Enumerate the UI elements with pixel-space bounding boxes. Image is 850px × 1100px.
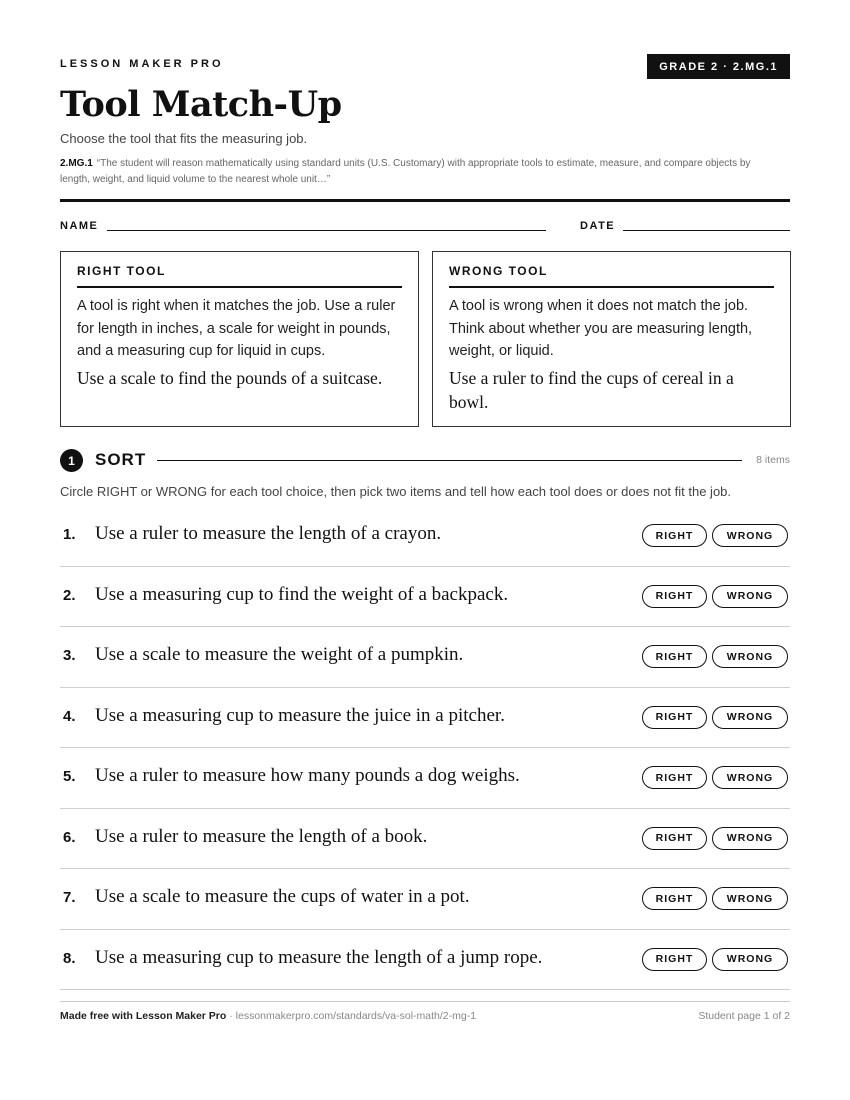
right-choice-button[interactable]: RIGHT bbox=[642, 524, 707, 547]
list-item bbox=[60, 567, 790, 628]
right-choice-button[interactable]: RIGHT bbox=[642, 887, 707, 910]
section-instructions: Circle RIGHT or WRONG for each tool choice, then pick two items and tell how each tool does or does not fit the job. bbox=[60, 484, 732, 499]
wrong-choice-button[interactable]: WRONG bbox=[712, 645, 788, 668]
right-tool-body: A tool is right when it matches the job. Use a ruler for length in inches, a scale for weight in pounds, and a measuring cup for liquid in cups. bbox=[77, 298, 396, 359]
date-field[interactable] bbox=[623, 230, 790, 231]
item-text: Use a scale to measure the cups of water in a pot. bbox=[95, 886, 470, 907]
item-text: Use a ruler to measure how many pounds a dog weighs. bbox=[95, 765, 520, 786]
section-title: SORT bbox=[95, 450, 147, 469]
item-text: Use a ruler to measure the length of a book. bbox=[95, 825, 428, 847]
section-number-badge: 1 bbox=[60, 449, 83, 472]
date-label: DATE bbox=[580, 220, 616, 232]
right-tool-box bbox=[60, 251, 419, 427]
wrong-choice-button[interactable]: WRONG bbox=[712, 706, 788, 729]
list-item bbox=[60, 688, 790, 749]
list-item bbox=[60, 930, 790, 991]
footer-made-by: Made free with Lesson Maker Pro bbox=[60, 1010, 227, 1022]
wrong-tool-body: A tool is wrong when it does not match the job. Think about whether you are measuring length, weight, or liquid. bbox=[449, 298, 753, 359]
item-text: Use a ruler to measure the length of a crayon. bbox=[95, 523, 442, 544]
item-number: 4. bbox=[63, 707, 76, 725]
header-divider bbox=[60, 199, 790, 202]
standard-code: 2.MG.1 bbox=[60, 158, 93, 169]
wrong-choice-button[interactable]: WRONG bbox=[712, 585, 788, 608]
standard-text: “The student will reason mathematically using standard units (U.S. Customary) with appropriate tools to estimate, measure, and compare objects by length, weight, and liquid volume to the nearest whole unit…” bbox=[60, 158, 751, 185]
list-item bbox=[60, 869, 790, 930]
item-number: 8. bbox=[63, 949, 76, 967]
footer-credit bbox=[60, 1010, 476, 1022]
wrong-tool-heading: WRONG TOOL bbox=[449, 264, 774, 288]
item-count: 8 items bbox=[756, 454, 790, 466]
item-number: 3. bbox=[63, 647, 76, 664]
grade-badge: GRADE 2 · 2.MG.1 bbox=[647, 54, 790, 79]
right-tool-example: Use a scale to find the pounds of a suitcase. bbox=[77, 367, 383, 388]
right-tool-heading: RIGHT TOOL bbox=[77, 264, 402, 288]
right-choice-button[interactable]: RIGHT bbox=[642, 706, 707, 729]
item-number: 7. bbox=[63, 889, 76, 906]
list-item bbox=[60, 809, 790, 870]
item-text: Use a scale to measure the weight of a pumpkin. bbox=[95, 644, 464, 665]
list-item bbox=[60, 506, 790, 567]
page-indicator: Student page 1 of 2 bbox=[698, 1010, 790, 1022]
right-choice-button[interactable]: RIGHT bbox=[642, 766, 707, 789]
item-number: 5. bbox=[63, 768, 76, 785]
wrong-tool-example: Use a ruler to find the cups of cereal in a bowl. bbox=[449, 367, 734, 412]
item-number: 2. bbox=[63, 586, 76, 604]
footer-divider bbox=[60, 1001, 790, 1002]
item-text: Use a measuring cup to measure the length of a jump rope. bbox=[95, 946, 543, 968]
list-item bbox=[60, 748, 790, 809]
wrong-choice-button[interactable]: WRONG bbox=[712, 766, 788, 789]
name-label: NAME bbox=[60, 220, 99, 232]
right-choice-button[interactable]: RIGHT bbox=[642, 827, 707, 850]
list-item bbox=[60, 627, 790, 688]
wrong-tool-box bbox=[432, 251, 791, 427]
brand-name: LESSON MAKER PRO bbox=[60, 58, 224, 70]
right-choice-button[interactable]: RIGHT bbox=[642, 645, 707, 668]
page-subtitle: Choose the tool that fits the measuring job. bbox=[60, 131, 308, 146]
section-divider bbox=[157, 460, 742, 461]
item-text: Use a measuring cup to measure the juice in a pitcher. bbox=[95, 704, 505, 726]
sort-item-list bbox=[60, 506, 790, 990]
worksheet-page bbox=[60, 0, 790, 1100]
item-number: 1. bbox=[63, 526, 76, 543]
name-field[interactable] bbox=[107, 230, 546, 231]
wrong-choice-button[interactable]: WRONG bbox=[712, 948, 788, 971]
wrong-choice-button[interactable]: WRONG bbox=[712, 827, 788, 850]
wrong-choice-button[interactable]: WRONG bbox=[712, 524, 788, 547]
wrong-choice-button[interactable]: WRONG bbox=[712, 887, 788, 910]
right-choice-button[interactable]: RIGHT bbox=[642, 585, 707, 608]
right-choice-button[interactable]: RIGHT bbox=[642, 948, 707, 971]
item-number: 6. bbox=[63, 828, 76, 846]
item-text: Use a measuring cup to find the weight of a backpack. bbox=[95, 583, 509, 605]
standard-description bbox=[60, 156, 780, 188]
footer-url[interactable]: · lessonmakerpro.com/standards/va-sol-math/2-mg-1 bbox=[226, 1010, 477, 1022]
page-title: Tool Match-Up bbox=[60, 84, 342, 125]
